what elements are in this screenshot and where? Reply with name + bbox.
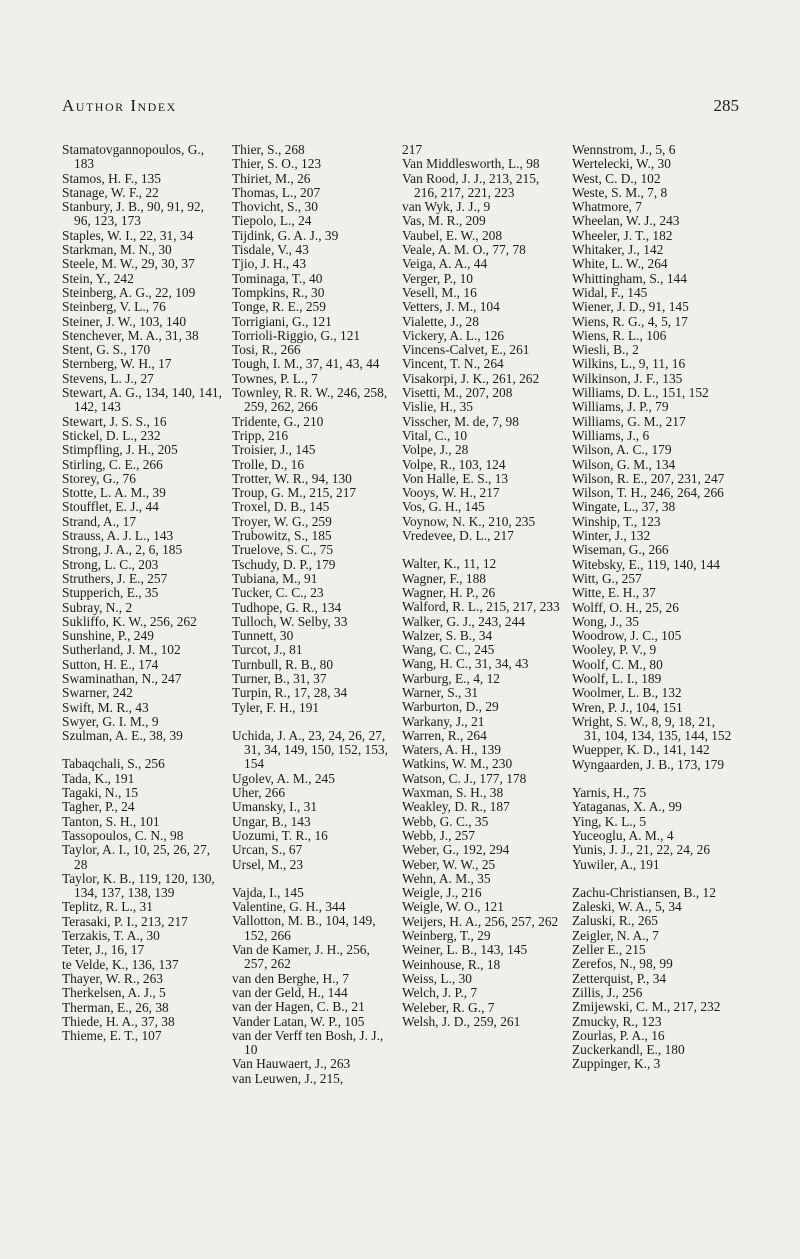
index-entry: Starkman, M. N., 30 [62,242,172,258]
index-entry: Walford, R. L., 215, 217, 233 [402,599,560,615]
index-entry: Zeigler, N. A., 7 [572,927,659,943]
index-entry: Ugolev, A. M., 245 [232,770,335,786]
index-entry: van Wyk, J. J., 9 [402,199,491,215]
index-entry: Ungar, B., 143 [232,813,311,829]
index-entry: Stamatovgannopoulos, G., 183 [62,142,205,172]
index-entry: Tompkins, R., 30 [232,284,325,300]
index-entry: Weste, S. M., 7, 8 [572,184,668,200]
index-entry: Wren, P. J., 104, 151 [572,699,683,715]
index-entry: Stanbury, J. B., 90, 91, 92, 96, 123, 173 [62,199,204,229]
index-entry: Sternberg, W. H., 17 [62,356,172,372]
index-entry: Weber, W. W., 25 [402,856,496,872]
index-entry: Volpe, J., 28 [402,442,469,458]
index-entry: van den Berghe, H., 7 [232,970,349,986]
index-entry: Steinberg, V. L., 76 [62,299,166,315]
index-entry: Tonge, R. E., 259 [232,299,326,315]
index-entry: Weakley, D. R., 187 [402,799,510,815]
index-entry: Von Halle, E. S., 13 [402,470,509,486]
index-entry: Yataganas, X. A., 99 [572,799,682,815]
index-entry: Terasaki, P. I., 213, 217 [62,913,188,929]
index-entry: Whitaker, J., 142 [572,242,664,258]
index-entry: Torrioli-Riggio, G., 121 [232,327,361,343]
index-entry: Taylor, K. B., 119, 120, 130, 134, 137, 138, 139 [62,870,215,901]
index-entry: Uher, 266 [232,785,286,801]
index-entry: Williams, G. M., 217 [572,413,686,429]
index-entry: Wiens, R. G., 4, 5, 17 [572,313,688,329]
index-entry: Zuckerkandl, E., 180 [572,1042,685,1058]
index-entry: Sutherland, J. M., 102 [62,642,181,658]
index-entry: Struthers, J. E., 257 [62,570,168,586]
index-entry: Vincens-Calvet, E., 261 [402,342,530,358]
index-entry: Weber, G., 192, 294 [402,842,510,858]
index-entry: Vas, M. R., 209 [402,213,486,229]
index-entry: Stenchever, M. A., 31, 38 [62,327,199,343]
index-entry: Vincent, T. N., 264 [402,356,504,372]
index-entry: Weigle, W. O., 121 [402,899,504,915]
index-entry: Strong, J. A., 2, 6, 185 [62,542,183,558]
index-entry: Wagner, F., 188 [402,570,486,586]
index-entry: Tjio, J. H., 43 [232,256,307,272]
index-entry: Trotter, W. R., 94, 130 [232,470,352,486]
index-letter-group [232,143,394,715]
index-entry: Woolf, C. M., 80 [572,656,663,672]
index-entry: Townes, P. L., 7 [232,370,318,386]
index-entry: Wilson, A. C., 179 [572,442,672,458]
index-entry: Wang, C. C., 245 [402,642,495,658]
index-entry: Wennstrom, J., 5, 6 [572,142,676,157]
index-entry: Van Middlesworth, L., 98 [402,156,540,172]
index-entry: Williams, J., 6 [572,427,650,443]
index-entry: Williams, D. L., 151, 152 [572,385,709,401]
index-entry: Webb, J., 257 [402,827,475,843]
index-entry: Turcot, J., 81 [232,642,303,658]
index-entry: Troisier, J., 145 [232,442,316,458]
index-entry: Stirling, C. E., 266 [62,456,163,472]
index-entry: Stimpfling, J. H., 205 [62,442,178,458]
index-entry: van Leuwen, J., 215, [232,1070,344,1086]
index-entry: Yuwiler, A., 191 [572,856,660,872]
index-entry: Warren, R., 264 [402,727,487,743]
index-entry: Wright, S. W., 8, 9, 18, 21, 31, 104, 134, 135, 144, 152 [572,713,732,744]
index-entry: Witte, E. H., 37 [572,585,656,601]
index-entry: Weleber, R. G., 7 [402,999,495,1015]
index-entry: Welch, J. P., 7 [402,985,478,1001]
index-entry: Therman, E., 26, 38 [62,999,169,1015]
index-entry: Van de Kamer, J. H., 256, 257, 262 [232,942,370,972]
index-entry: Wilkins, L., 9, 11, 16 [572,356,686,372]
index-entry: Troup, G. M., 215, 217 [232,485,357,501]
index-letter-group [232,886,394,1086]
index-entry: Szulman, A. E., 38, 39 [62,728,183,744]
index-entry: Zerefos, N., 98, 99 [572,956,673,972]
index-entry: Visscher, M. de, 7, 98 [402,413,519,429]
index-entry: Swyer, G. I. M., 9 [62,713,159,729]
index-entry: Steinberg, A. G., 22, 109 [62,284,196,300]
index-entry: Tominaga, T., 40 [232,270,323,286]
index-entry: Vickery, A. L., 126 [402,327,505,343]
index-entry: Wilson, T. H., 246, 264, 266 [572,485,724,501]
index-entry: Tassopoulos, C. N., 98 [62,827,184,843]
index-entry: Vialette, J., 28 [402,313,479,329]
index-entry: Vital, C., 10 [402,427,468,443]
index-entry: Uozumi, T. R., 16 [232,827,328,843]
index-entry: Vredevee, D. L., 217 [402,528,514,544]
index-entry: Vallotton, M. B., 104, 149, 152, 266 [232,913,376,943]
index-entry: Steiner, J. W., 103, 140 [62,313,187,329]
index-entry: Swaminathan, N., 247 [62,670,182,686]
index-entry: Yarnis, H., 75 [572,785,647,801]
index-letter-group [572,786,734,872]
index-entry: Veiga, A. A., 44 [402,256,488,272]
index-entry: Woolmer, L. B., 132 [572,685,682,701]
index-entry: Zaleski, W. A., 5, 34 [572,899,682,915]
index-entry: Thiede, H. A., 37, 38 [62,1013,175,1029]
index-entry: Vander Latan, W. P., 105 [232,1013,365,1029]
index-entry: Swarner, 242 [62,685,133,701]
index-entry: Woolf, L. I., 189 [572,670,662,686]
index-entry: Wingate, L., 37, 38 [572,499,676,515]
index-entry: Strauss, A. J. L., 143 [62,528,174,544]
index-entry: Zetterquist, P., 34 [572,970,667,986]
index-letter-group [572,886,734,1072]
index-entry: Winter, J., 132 [572,528,651,544]
index-entry: Zourlas, P. A., 16 [572,1027,665,1043]
index-entry: Torrigiani, G., 121 [232,313,332,329]
index-entry: Thier, S. O., 123 [232,156,322,172]
index-entry: Weiner, L. B., 143, 145 [402,942,528,958]
index-entry: Tschudy, D. P., 179 [232,556,336,572]
index-entry: Voynow, N. K., 210, 235 [402,513,536,529]
index-entry: Van Rood, J. J., 213, 215, 216, 217, 221, 223 [402,170,540,200]
index-column [572,143,742,1100]
index-entry: Wyngaarden, J. B., 173, 179 [572,756,725,772]
index-entry: Subray, N., 2 [62,599,133,615]
index-letter-group [62,143,224,743]
index-entry: Stevens, L. J., 27 [62,370,154,386]
index-entry: Weinberg, T., 29 [402,928,491,944]
index-entry: Stewart, A. G., 134, 140, 141, 142, 143 [62,385,222,415]
index-entry: Wiesli, B., 2 [572,342,639,358]
index-entry: Wagner, H. P., 26 [402,584,496,600]
index-entry: Volpe, R., 103, 124 [402,456,506,472]
index-entry: White, L. W., 264 [572,256,668,272]
index-entry: Staples, W. I., 22, 31, 34 [62,227,194,243]
index-entry: Zuppinger, K., 3 [572,1056,661,1072]
index-entry: Weijers, H. A., 256, 257, 262 [402,913,559,929]
index-entry: Wiener, J. D., 91, 145 [572,299,689,315]
index-entry: Tubiana, M., 91 [232,570,318,586]
index-entry: Sutton, H. E., 174 [62,656,159,672]
index-entry: Wolff, O. H., 25, 26 [572,599,679,615]
running-title: Author Index [62,96,177,115]
index-entry: Zaluski, R., 265 [572,913,658,929]
index-entry: Turner, B., 31, 37 [232,670,327,686]
index-letter-group [402,557,564,1029]
index-entry: Troxel, D. B., 145 [232,499,330,515]
index-entry: Whatmore, 7 [572,199,642,215]
index-entry: Urcan, S., 67 [232,842,303,858]
index-entry: Warburg, E., 4, 12 [402,670,500,686]
index-entry: Stoufflet, E. J., 44 [62,499,159,515]
index-entry: Thayer, W. R., 263 [62,970,163,986]
index-entry: Zillis, J., 256 [572,984,643,1000]
index-entry: Tada, K., 191 [62,770,135,786]
index-column [402,143,572,1100]
index-entry: Vesell, M., 16 [402,284,477,300]
index-entry: Stein, Y., 242 [62,270,134,286]
index-entry: Umansky, I., 31 [232,799,318,815]
index-entry: Steele, M. W., 29, 30, 37 [62,256,195,272]
index-entry: Vislie, H., 35 [402,399,473,415]
index-entry: Tucker, C. C., 23 [232,585,324,601]
index-entry: Terzakis, T. A., 30 [62,928,160,944]
index-entry: Zmijewski, C. M., 217, 232 [572,999,721,1015]
index-entry: Tyler, F. H., 191 [232,699,320,715]
index-entry: Uchida, J. A., 23, 24, 26, 27, 31, 34, 149, 150, 152, 153, 154 [232,727,388,772]
index-entry: Tough, I. M., 37, 41, 43, 44 [232,356,380,372]
index-entry: van der Verff ten Bosh, J. J., 10 [232,1027,384,1058]
index-entry: Vooys, W. H., 217 [402,485,500,501]
index-entry: Weinhouse, R., 18 [402,956,501,972]
index-entry: Tisdale, V., 43 [232,242,309,258]
index-entry: Warkany, J., 21 [402,713,485,729]
index-entry: Woodrow, J. C., 105 [572,628,682,644]
index-entry: Tridente, G., 210 [232,413,324,429]
index-entry: Wehn, A. M., 35 [402,870,491,886]
index-entry: Tanton, S. H., 101 [62,813,160,829]
index-entry: Ying, K. L., 5 [572,813,647,829]
index-entry: Stewart, J. S. S., 16 [62,413,167,429]
index-entry: Taylor, A. I., 10, 25, 26, 27, 28 [62,842,211,872]
index-entry: Tunnett, 30 [232,628,294,644]
index-entry: Turpin, R., 17, 28, 34 [232,685,348,701]
index-entry: Winship, T., 123 [572,513,661,529]
index-letter-group [402,143,564,543]
index-entry: Ursel, M., 23 [232,856,304,872]
index-entry: Williams, J. P., 79 [572,399,669,415]
index-entry: Tiepolo, L., 24 [232,213,312,229]
index-entry: Tijdink, G. A. J., 39 [232,227,339,243]
index-entry: Walker, G. J., 243, 244 [402,613,525,629]
index-entry: Whittingham, S., 144 [572,270,687,286]
index-entry: Thomas, L., 207 [232,184,321,200]
index-entry: Wiseman, G., 266 [572,542,669,558]
index-entry: Wooley, P. V., 9 [572,642,657,658]
index-entry: Weigle, J., 216 [402,885,482,901]
index-entry: Yunis, J. J., 21, 22, 24, 26 [572,842,711,858]
index-entry: Visetti, M., 207, 208 [402,385,513,401]
index-entry: Tagaki, N., 15 [62,785,139,801]
index-entry: Witt, G., 257 [572,570,642,586]
index-column [62,143,232,1100]
index-entry: Zeller E., 215 [572,942,646,958]
index-letter-group [62,757,224,1043]
index-entry: Wilkinson, J. F., 135 [572,370,683,386]
index-entry: Veale, A. M. O., 77, 78 [402,242,526,258]
index-entry: Tulloch, W. Selby, 33 [232,613,348,629]
index-entry: Tabaqchali, S., 256 [62,756,165,772]
index-entry: Vos, G. H., 145 [402,499,485,515]
index-entry: Stupperich, E., 35 [62,585,159,601]
index-entry: Walter, K., 11, 12 [402,556,497,572]
index-entry: Zachu-Christiansen, B., 12 [572,884,716,900]
index-entry: van der Hagen, C. B., 21 [232,999,365,1015]
index-entry: 217 [402,142,423,157]
index-entry: te Velde, K., 136, 137 [62,956,179,972]
index-entry: Truelove, S. C., 75 [232,542,334,558]
index-entry: Watkins, W. M., 230 [402,756,513,772]
index-entry: van der Geld, H., 144 [232,984,348,1000]
index-entry: Yuceoglu, A. M., 4 [572,827,674,843]
index-entry: Waters, A. H., 139 [402,742,501,758]
index-entry: Thiriet, M., 26 [232,170,311,186]
index-entry: Swift, M. R., 43 [62,699,149,715]
index-entry: Vajda, I., 145 [232,884,304,900]
index-entry: Witebsky, E., 119, 140, 144 [572,556,720,572]
index-entry: Teter, J., 16, 17 [62,942,145,958]
index-entry: Tagher, P., 24 [62,799,135,815]
index-entry: Wuepper, K. D., 141, 142 [572,742,710,758]
index-entry: Vaubel, E. W., 208 [402,227,503,243]
index-entry: Strong, L. C., 203 [62,556,159,572]
index-entry: Zmucky, R., 123 [572,1013,662,1029]
index-entry: Trolle, D., 16 [232,456,305,472]
index-entry: Webb, G. C., 35 [402,813,489,829]
index-entry: Wiens, R. L., 106 [572,327,667,343]
index-entry: Warner, S., 31 [402,684,479,700]
index-entry: Weiss, L., 30 [402,970,472,986]
index-entry: Wilson, R. E., 207, 231, 247 [572,470,725,486]
index-entry: Tudhope, G. R., 134 [232,599,342,615]
index-entry: Tripp, 216 [232,427,289,443]
index-entry: Thovicht, S., 30 [232,199,318,215]
index-entry: Wertelecki, W., 30 [572,156,671,172]
index-entry: Watson, C. J., 177, 178 [402,770,527,786]
index-entry: Sunshine, P., 249 [62,628,154,644]
index-entry: Tosi, R., 266 [232,342,301,358]
index-entry: Therkelsen, A. J., 5 [62,985,166,1001]
index-entry: Visakorpi, J. K., 261, 262 [402,370,540,386]
index-entry: Valentine, G. H., 344 [232,899,346,915]
index-entry: Thier, S., 268 [232,142,305,157]
index-entry: Warburton, D., 29 [402,699,499,715]
page-number: 285 [713,96,739,115]
index-entry: Townley, R. R. W., 246, 258, 259, 262, 266 [232,385,388,415]
index-entry: Wang, H. C., 31, 34, 43 [402,656,529,672]
index-entry: Turnbull, R. B., 80 [232,656,334,672]
index-entry: Wong, J., 35 [572,613,639,629]
index-columns [62,143,742,1100]
index-entry: Van Hauwaert, J., 263 [232,1056,351,1072]
index-entry: Wheeler, J. T., 182 [572,227,673,243]
index-entry: Thieme, E. T., 107 [62,1028,162,1044]
index-entry: Teplitz, R. L., 31 [62,899,153,915]
index-entry: Widal, F., 145 [572,284,648,300]
index-entry: Trubowitz, S., 185 [232,528,332,544]
index-entry: Welsh, J. D., 259, 261 [402,1013,521,1029]
index-entry: Stickel, D. L., 232 [62,427,161,443]
index-entry: Wilson, G. M., 134 [572,456,676,472]
index-letter-group [232,729,394,872]
index-letter-group [572,143,734,772]
index-entry: Vetters, J. M., 104 [402,299,500,315]
index-entry: Stanage, W. F., 22 [62,184,159,200]
index-column [232,143,402,1100]
index-entry: Waxman, S. H., 38 [402,785,504,801]
index-entry: Sukliffo, K. W., 256, 262 [62,613,197,629]
index-entry: Strand, A., 17 [62,513,137,529]
index-entry: Troyer, W. G., 259 [232,513,332,529]
page-header [62,96,739,120]
index-entry: Stamos, H. F., 135 [62,170,161,186]
index-entry: West, C. D., 102 [572,170,661,186]
index-entry: Wheelan, W. J., 243 [572,213,680,229]
index-entry: Stent, G. S., 170 [62,342,151,358]
index-entry: Stotte, L. A. M., 39 [62,485,166,501]
index-entry: Storey, G., 76 [62,470,136,486]
index-entry: Walzer, S. B., 34 [402,627,493,643]
index-entry: Verger, P., 10 [402,270,473,286]
